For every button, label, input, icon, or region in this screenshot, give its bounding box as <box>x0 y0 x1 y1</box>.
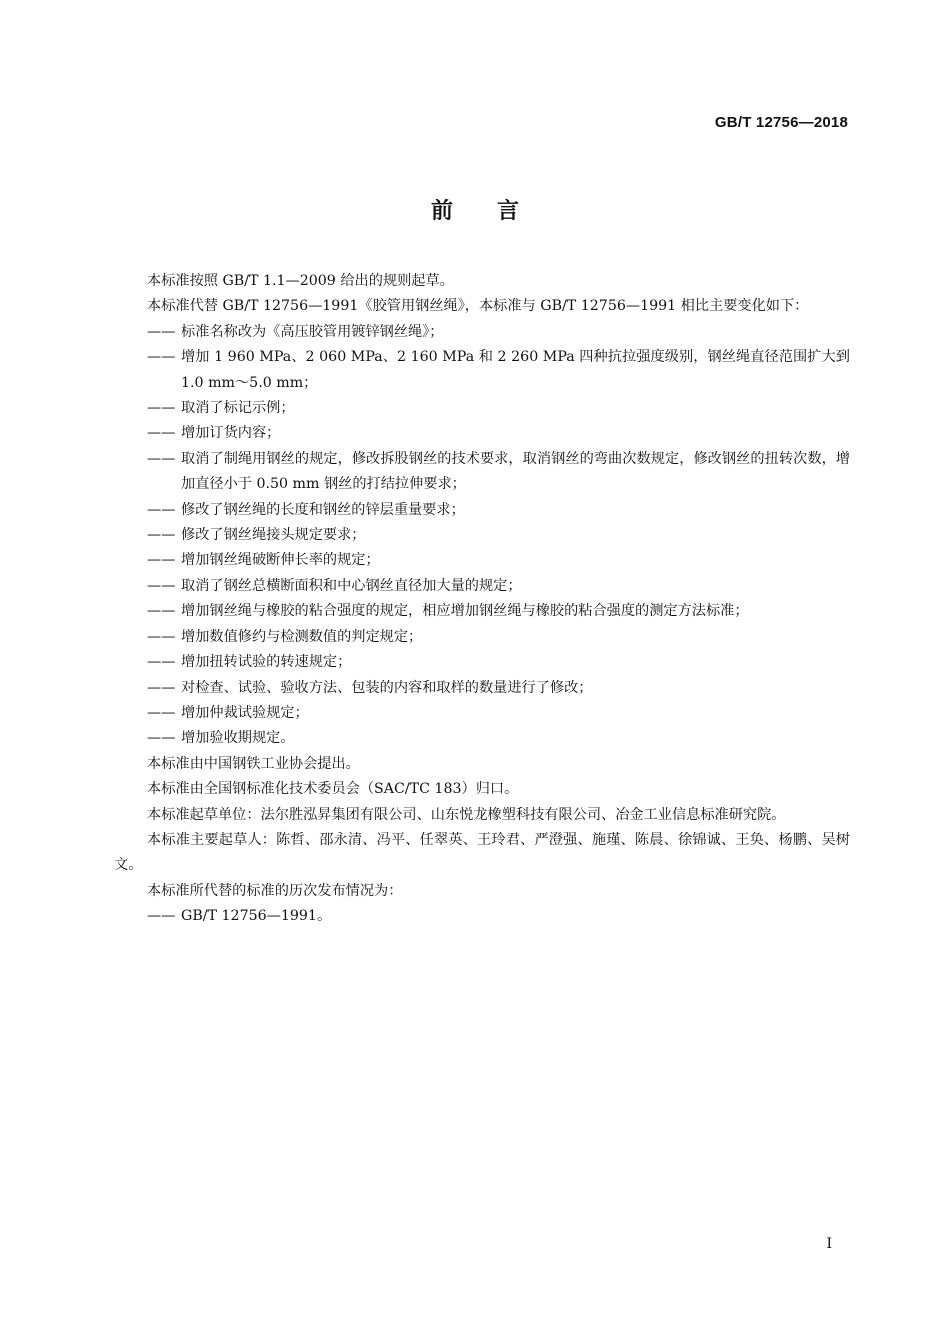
dash-marker: —— <box>147 323 176 340</box>
list-item-text: 对检查、试验、验收方法、包装的内容和取样的数量进行了修改； <box>181 679 593 696</box>
list-item-text: 标准名称改为《高压胶管用镀锌钢丝绳》； <box>181 323 444 340</box>
paragraph: 本标准起草单位：法尔胜泓昇集团有限公司、山东悦龙橡塑科技有限公司、冶金工业信息标准研究院。 <box>147 806 786 823</box>
page-title: 前言 <box>430 199 563 224</box>
dash-marker: —— <box>147 603 176 620</box>
list-item <box>114 676 850 701</box>
list-item-text: 增加订货内容； <box>181 425 281 442</box>
dash-marker: —— <box>147 577 176 594</box>
list-item-text: 增加 1 960 MPa、2 060 MPa、2 160 MPa 和 2 260 MPa 四种抗拉强度级别，钢丝绳直径范围扩大到 1.0 mm～5.0 mm； <box>181 349 850 391</box>
history-item-text: GB/T 12756—1991。 <box>181 908 332 925</box>
dash-marker: —— <box>147 730 176 747</box>
list-item <box>114 498 850 523</box>
paragraph: 本标准主要起草人：陈哲、邵永清、冯平、任翠英、王玲君、严澄强、施瑾、陈晨、徐锦诚、王奂、杨鹏、吴树文。 <box>114 831 850 874</box>
list-item-text: 取消了标记示例； <box>181 400 295 417</box>
list-item <box>114 523 850 548</box>
list-item-text: 修改了钢丝绳接头规定要求； <box>181 527 366 544</box>
list-item <box>114 650 850 675</box>
paragraph: 本标准代替 GB/T 12756—1991《胶管用钢丝绳》，本标准与 GB/T 12756—1991 相比主要变化如下： <box>147 298 809 315</box>
dash-marker: —— <box>147 679 176 696</box>
dash-marker: —— <box>147 704 176 721</box>
list-item <box>114 701 850 726</box>
dash-marker: —— <box>147 552 176 569</box>
dash-marker: —— <box>147 527 176 544</box>
foreword-body <box>114 269 850 930</box>
changes-list <box>114 320 850 752</box>
dash-marker: —— <box>147 450 176 467</box>
list-item-text: 增加验收期规定。 <box>181 730 295 747</box>
list-item <box>114 548 850 573</box>
dash-marker: —— <box>147 628 176 645</box>
list-item-text: 取消了制绳用钢丝的规定，修改拆股钢丝的技术要求，取消钢丝的弯曲次数规定，修改钢丝的扭转次数，增加直径小于 0.50 mm 钢丝的打结拉伸要求； <box>181 450 850 493</box>
list-item-text: 取消了钢丝总横断面积和中心钢丝直径加大量的规定； <box>181 577 522 594</box>
dash-marker: —— <box>147 501 176 518</box>
list-item <box>114 574 850 599</box>
list-item <box>114 345 850 396</box>
dash-marker: —— <box>147 908 176 925</box>
standard-code: GB/T 12756—2018 <box>714 114 848 131</box>
list-item-text: 修改了钢丝绳的长度和钢丝的锌层重量要求； <box>181 501 465 518</box>
paragraph: 本标准由中国钢铁工业协会提出。 <box>147 755 360 772</box>
dash-marker: —— <box>147 400 176 417</box>
list-item <box>114 625 850 650</box>
page-number: I <box>826 1236 832 1252</box>
dash-marker: —— <box>147 425 176 442</box>
dash-marker: —— <box>147 349 176 366</box>
list-item-text: 增加钢丝绳与橡胶的粘合强度的规定，相应增加钢丝绳与橡胶的粘合强度的测定方法标准； <box>181 603 749 620</box>
list-item <box>114 320 850 345</box>
list-item <box>114 726 850 751</box>
list-item <box>114 421 850 446</box>
paragraph: 本标准所代替的标准的历次发布情况为： <box>147 882 403 899</box>
paragraph: 本标准由全国钢标准化技术委员会（SAC/TC 183）归口。 <box>147 781 519 798</box>
list-item-text: 增加钢丝绳破断伸长率的规定； <box>181 552 380 569</box>
list-item-text: 增加扭转试验的转速规定； <box>181 654 352 671</box>
list-item-text: 增加数值修约与检测数值的判定规定； <box>181 628 423 645</box>
dash-marker: —— <box>147 654 176 671</box>
list-item <box>114 599 850 624</box>
list-item <box>114 447 850 498</box>
paragraph: 本标准按照 GB/T 1.1—2009 给出的规则起草。 <box>147 273 454 289</box>
history-item <box>114 904 850 929</box>
list-item <box>114 396 850 421</box>
list-item-text: 增加仲裁试验规定； <box>181 704 309 721</box>
